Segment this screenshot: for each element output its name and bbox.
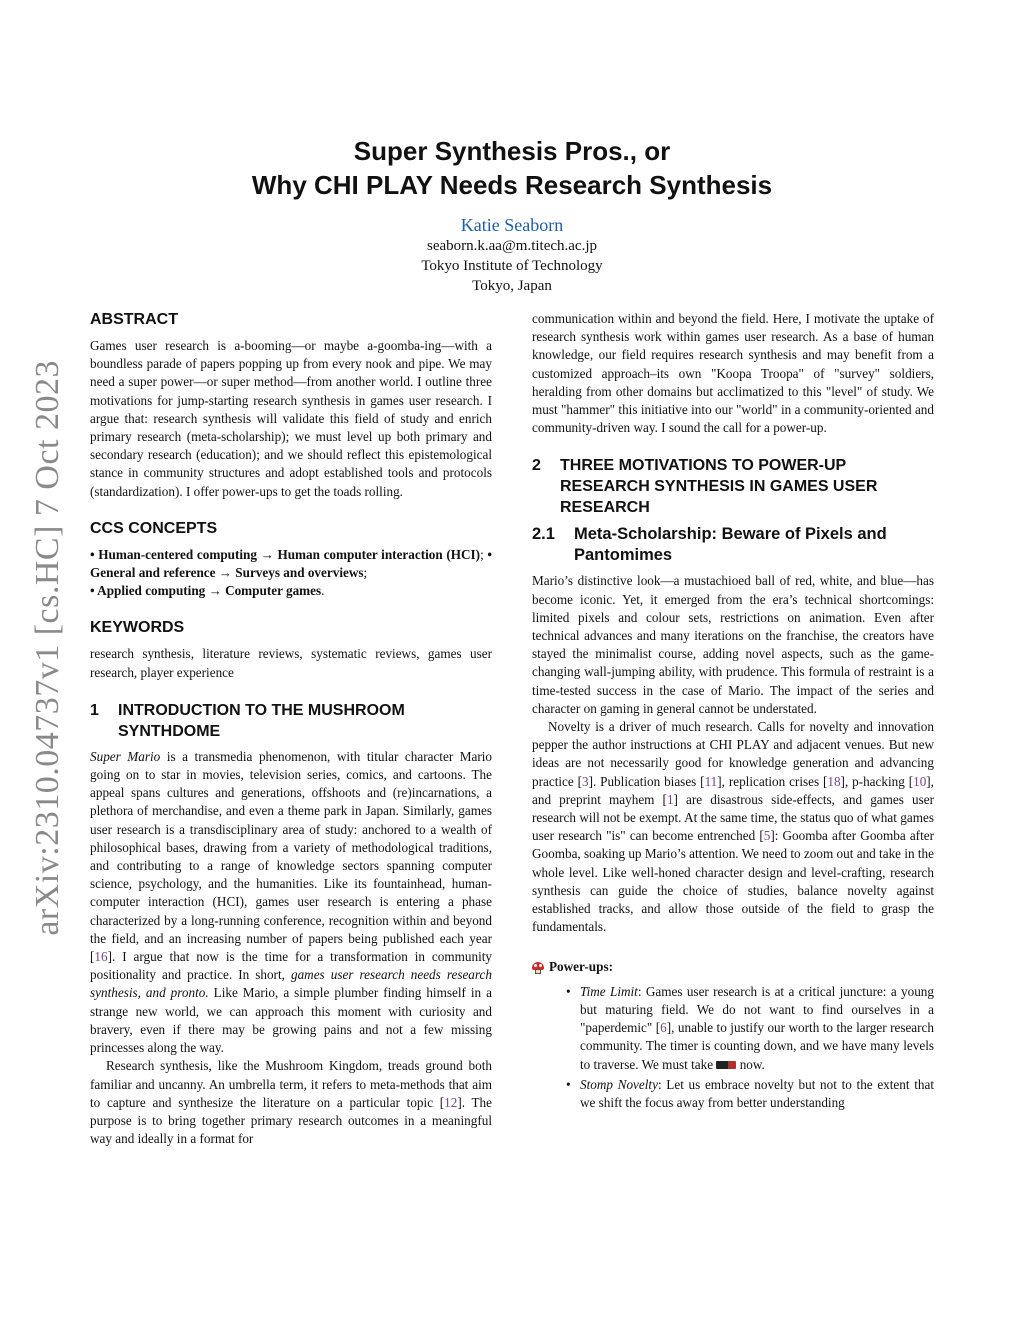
body-text: Novelty is a driver of much research. Calls for novelty and innovation pepper the author instructions at CHI PLAY and adjacent venues. But new ideas are not necessarily good for knowledge generation and advancing practice [ xyxy=(532,719,934,789)
body-text: is a transmedia phenomenon, with titular character Mario going on to star in movies, television series, comics, and cartoons. The appeal spans cultures and generations, offshoots and (re)incarnations, a plethora of merchandise, and even a theme park in Japan. Similarly, games user research is a transdisciplinary area of study: anchored to a wealth of philosophical bases, drawing from a variety of methodological traditions, and contributing to a range of knowledge sectors spanning computer science, psychology, and the humanities. Like its fountainhead, human-computer interaction (HCI), games user research is entering a phase characterized by a long-running conference, recognition within and beyond the field, and an increasing number of papers being published each year [ xyxy=(90,748,492,965)
ccs-sep: → xyxy=(205,583,226,599)
body-text: ], replication crises [ xyxy=(717,773,828,789)
section-title: THREE MOTIVATIONS TO POWER-UP RESEARCH SYNTHESIS IN GAMES USER RESEARCH xyxy=(560,457,878,517)
body-text: ]. The purpose is to bring together primary research outcomes in a meaningful way and ideally in a format for xyxy=(90,1094,493,1147)
citation-link[interactable]: 12 xyxy=(444,1094,458,1110)
body-text: Research synthesis, like the Mushroom Kingdom, treads ground both familiar and uncanny. An umbrella term, it refers to meta-methods that aim to capture and synthesize the literature on a particular topic [ xyxy=(90,1058,492,1110)
abstract-heading: ABSTRACT xyxy=(90,311,178,328)
arxiv-identifier: arXiv:2310.04737v1 [cs.HC] 7 Oct 2023 xyxy=(29,359,66,936)
body-text: : Games user research is at a critical juncture: a young but maturing field. We do not want to find ourselves in a "paperdemic" [ xyxy=(580,983,934,1036)
intro-paragraph-2 xyxy=(90,1057,492,1148)
arxiv-sidebar-stamp xyxy=(20,359,76,936)
author-institution: Tokyo Institute of Technology xyxy=(421,258,603,274)
citation-link[interactable]: 6 xyxy=(660,1020,667,1036)
citation-link[interactable]: 1 xyxy=(666,791,674,807)
emphasis: games user research needs research synthesis, and pronto. xyxy=(90,967,492,1001)
section-number: 2 xyxy=(532,457,541,475)
body-text: ] are disastrous side-effects, and games user research will not be exempt. At the same time, the status quo of what games user research "is" can become entrenched [ xyxy=(532,791,934,844)
list-item xyxy=(580,983,934,1074)
meta-scholarship-paragraph-2 xyxy=(532,718,934,936)
ccs-sep: ; xyxy=(480,546,488,562)
body-text: ]. Publication biases [ xyxy=(588,773,705,789)
body-text: ], and preprint mayhem [ xyxy=(532,773,934,807)
author-location: Tokyo, Japan xyxy=(472,278,552,294)
abstract-text: Games user research is a-booming—or maybe a-goomba-ing—with a boundless parade of papers popping up from every nook and pipe. We may need a super power—or super method—from another world. I outline three motivations for jump-starting research synthesis in games user research. I argue that: research synthesis will validate this field of study and enrich primary research (meta-scholarship); we must level up both primary and secondary research (education); and we should reflect this epistemological stance in community structures and adopt established tools and protocols (standardization). I offer power-ups to get the toads rolling. xyxy=(90,338,492,499)
ccs-term: • Applied computing xyxy=(90,583,206,599)
left-column xyxy=(90,310,492,1148)
powerup-label: Time Limit xyxy=(580,983,638,999)
list-item xyxy=(580,1076,934,1112)
section-2-heading xyxy=(532,455,934,518)
section-number: 1 xyxy=(90,701,99,719)
ccs-sep: ; xyxy=(363,565,368,581)
right-column xyxy=(532,310,934,1114)
paper-title xyxy=(90,134,934,202)
powerups-heading-label: Power-ups: xyxy=(549,959,613,975)
title-line-2: Why CHI PLAY Needs Research Synthesis xyxy=(251,170,773,200)
body-text: ], unable to justify our worth to the larger research community. The timer is counting down, and we have many levels to traverse. We must take xyxy=(580,1020,934,1072)
author-name[interactable]: Katie Seaborn xyxy=(460,215,564,235)
citation-link[interactable]: 10 xyxy=(913,773,927,789)
meta-scholarship-paragraph-1: Mario’s distinctive look—a mustachioed ball of red, white, and blue—has become iconic. Yet, it emerged from the era’s technical shortcomings: limited pixels and colour sets, restrictions on animation. Even after technical advances and many iterations on the franchise, the creators have stayed the minimalist course, adding novel aspects, such as the game-changing wall-jumping ability, with prudence. This formula of restraint is a time-tested success in the case of Mario. The impact of the series and character on gaming in general cannot be understated. xyxy=(532,573,934,716)
powerups-list xyxy=(532,983,934,1112)
author-email: seaborn.k.aa@m.titech.ac.jp xyxy=(427,238,597,254)
body-text: : Let us embrace novelty but not to the extent that we shift the focus away from better understanding xyxy=(580,1076,934,1110)
body-text: now. xyxy=(736,1056,765,1072)
section-2-1-heading xyxy=(532,524,934,566)
citation-link[interactable]: 5 xyxy=(763,828,771,844)
ccs-heading: CCS CONCEPTS xyxy=(90,519,218,537)
ccs-term: Surveys and overviews xyxy=(235,565,364,581)
body-text: ]: Goomba after Goomba after Goomba, soaking up Mario’s attention. We need to zoom out and take in the whole level. Like well-honed character design and level-crafting, research synthesis can guide the choice of studies, balance novelty against established tracks, and allow those outside of the field to grasp the fundamentals. xyxy=(532,828,934,935)
section-number: 2.1 xyxy=(532,525,555,544)
body-text: Like Mario, a simple plumber finding himself in a strange new world, we can approach this moment with curiosity and bravery, even if there may be growing pains and not a few missing princesses along the way. xyxy=(90,985,492,1056)
hammer-icon xyxy=(716,1061,736,1069)
ccs-term: Human computer interaction (HCI) xyxy=(277,546,481,562)
powerups-heading xyxy=(532,958,934,976)
ccs-concepts xyxy=(90,546,492,601)
keywords-heading: KEYWORDS xyxy=(90,619,185,637)
ccs-term: Computer games xyxy=(225,583,322,599)
ccs-sep: → xyxy=(215,565,236,581)
ccs-term: • General and reference xyxy=(90,546,492,581)
intro-paragraph-1 xyxy=(90,748,492,1057)
emphasis: Super Mario xyxy=(90,748,161,764)
title-block xyxy=(90,134,934,296)
mushroom-icon xyxy=(532,962,544,974)
citation-link[interactable]: 11 xyxy=(704,773,718,789)
citation-link[interactable]: 16 xyxy=(94,949,108,965)
ccs-sep: → xyxy=(256,546,278,562)
body-text: ]. I argue that now is the time for a transformation in community positionality and practice. In short, xyxy=(90,949,492,983)
ccs-term: • Human-centered computing xyxy=(90,546,257,562)
section-title: INTRODUCTION TO THE MUSHROOM SYNTHDOME xyxy=(118,701,405,740)
section-1-heading xyxy=(90,700,492,742)
intro-continued-paragraph: communication within and beyond the field. Here, I motivate the uptake of research synthesis work within games user research. As a base of human knowledge, our field requires research synthesis and may benefit from a customized approach–its own "Koopa Troopa" of "survey" soldiers, heralding from other domains but acclimatized to this "level" of study. We must "hammer" this initiative into our "world" in a community-oriented and community-driven way. I sound the call for a power-up. xyxy=(532,311,934,436)
section-title: Meta-Scholarship: Beware of Pixels and Pantomimes xyxy=(574,525,887,565)
ccs-sep: . xyxy=(321,583,325,599)
keywords-text: research synthesis, literature reviews, systematic reviews, games user research, player experience xyxy=(90,646,492,680)
citation-link[interactable]: 18 xyxy=(827,773,841,789)
citation-link[interactable]: 3 xyxy=(581,773,589,789)
powerup-label: Stomp Novelty xyxy=(580,1076,658,1092)
body-text: ], p-hacking [ xyxy=(840,773,914,789)
title-line-1: Super Synthesis Pros., or xyxy=(353,136,671,166)
